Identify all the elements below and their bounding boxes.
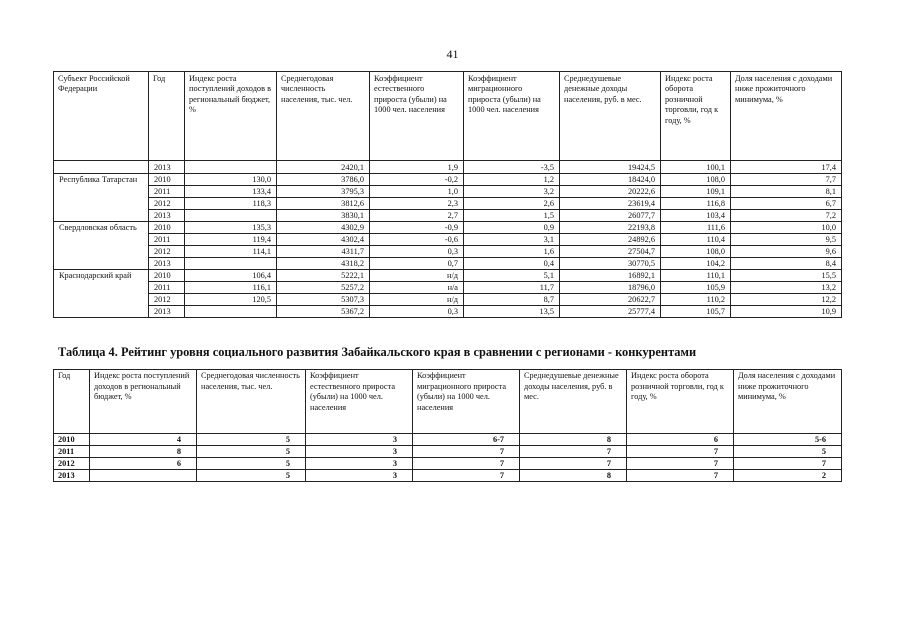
- value-cell: 110,2: [661, 294, 731, 306]
- value-cell: 133,4: [185, 186, 277, 198]
- value-cell: 4318,2: [277, 258, 370, 270]
- rank-cell: 8: [520, 434, 627, 446]
- header-migration-growth: Коэффициент миграционного прироста (убыли) на 1000 чел. населения: [464, 72, 560, 161]
- value-cell: 1,2: [464, 174, 560, 186]
- value-cell: [185, 161, 277, 174]
- table-row: [54, 258, 842, 270]
- value-cell: [185, 306, 277, 318]
- value-cell: 120,5: [185, 294, 277, 306]
- value-cell: 2,3: [370, 198, 464, 210]
- value-cell: 3830,1: [277, 210, 370, 222]
- value-cell: 7,2: [731, 210, 842, 222]
- value-cell: 22193,8: [560, 222, 661, 234]
- table-4-title: Таблица 4. Рейтинг уровня социального развития Забайкальского края в сравнении с регионами - конкурентами: [58, 345, 697, 359]
- regional-comparison-table: [53, 71, 842, 318]
- value-cell: [185, 210, 277, 222]
- value-cell: 108,0: [661, 174, 731, 186]
- table-row: [54, 434, 842, 446]
- rank-cell: 5: [197, 470, 306, 482]
- header-budget-revenue-index: Индекс роста поступлений доходов в региональный бюджет, %: [185, 72, 277, 161]
- table-row: [54, 210, 842, 222]
- header-population: Среднегодовая численность населения, тыс. чел.: [277, 72, 370, 161]
- rank-cell: 4: [90, 434, 197, 446]
- value-cell: 8,1: [731, 186, 842, 198]
- rank-cell: 7: [627, 446, 734, 458]
- value-cell: 16892,1: [560, 270, 661, 282]
- header-retail-index: Индекс роста оборота розничной торговли, год к году, %: [661, 72, 731, 161]
- region-cell: Республика Татарстан: [54, 174, 149, 222]
- rank-cell: 8: [90, 446, 197, 458]
- value-cell: 6,7: [731, 198, 842, 210]
- header-natural-growth: Коэффициент естественного прироста (убыли) на 1000 чел. населения: [306, 370, 413, 434]
- table-row: [54, 161, 842, 174]
- value-cell: 13,2: [731, 282, 842, 294]
- rank-cell: 7: [413, 458, 520, 470]
- value-cell: 108,0: [661, 246, 731, 258]
- header-migration-growth: Коэффициент миграционного прироста (убыли) на 1000 чел. населения: [413, 370, 520, 434]
- value-cell: 2420,1: [277, 161, 370, 174]
- value-cell: 8,4: [731, 258, 842, 270]
- value-cell: 111,6: [661, 222, 731, 234]
- value-cell: 110,1: [661, 270, 731, 282]
- rank-cell: 3: [306, 458, 413, 470]
- value-cell: 23619,4: [560, 198, 661, 210]
- value-cell: н/д: [370, 270, 464, 282]
- value-cell: 1,9: [370, 161, 464, 174]
- rank-cell: 3: [306, 446, 413, 458]
- rank-cell: [90, 470, 197, 482]
- table-header-row: [54, 72, 842, 161]
- header-per-capita-income: Среднедушевые денежные доходы населения, руб. в мес.: [560, 72, 661, 161]
- header-region: Субъект Российской Федерации: [54, 72, 149, 161]
- value-cell: 119,4: [185, 234, 277, 246]
- rank-cell: 6: [627, 434, 734, 446]
- value-cell: 0,3: [370, 306, 464, 318]
- year-cell: 2010: [149, 222, 185, 234]
- value-cell: 105,9: [661, 282, 731, 294]
- table-row: [54, 306, 842, 318]
- value-cell: 17,4: [731, 161, 842, 174]
- value-cell: 11,7: [464, 282, 560, 294]
- table-row: [54, 294, 842, 306]
- value-cell: [185, 258, 277, 270]
- value-cell: 5222,1: [277, 270, 370, 282]
- table-row: [54, 222, 842, 234]
- header-retail-index: Индекс роста оборота розничной торговли, год к году, %: [627, 370, 734, 434]
- value-cell: 27504,7: [560, 246, 661, 258]
- rank-cell: 5: [197, 458, 306, 470]
- value-cell: 3786,0: [277, 174, 370, 186]
- value-cell: 18796,0: [560, 282, 661, 294]
- value-cell: 7,7: [731, 174, 842, 186]
- table-row: [54, 282, 842, 294]
- value-cell: 12,2: [731, 294, 842, 306]
- header-below-minimum-share: Доля населения с доходами ниже прожиточного минимума, %: [731, 72, 842, 161]
- header-below-minimum-share: Доля населения с доходами ниже прожиточного минимума, %: [734, 370, 842, 434]
- value-cell: 4311,7: [277, 246, 370, 258]
- value-cell: 3,2: [464, 186, 560, 198]
- table-header-row: [54, 370, 842, 434]
- value-cell: 24892,6: [560, 234, 661, 246]
- value-cell: 19424,5: [560, 161, 661, 174]
- header-budget-revenue-index: Индекс роста поступлений доходов в региональный бюджет, %: [90, 370, 197, 434]
- table-row: [54, 446, 842, 458]
- value-cell: 105,7: [661, 306, 731, 318]
- value-cell: 109,1: [661, 186, 731, 198]
- rank-cell: 5-6: [734, 434, 842, 446]
- rank-cell: 7: [520, 458, 627, 470]
- year-cell: 2010: [149, 270, 185, 282]
- value-cell: 5367,2: [277, 306, 370, 318]
- value-cell: 3,1: [464, 234, 560, 246]
- value-cell: 104,2: [661, 258, 731, 270]
- year-cell: 2013: [149, 258, 185, 270]
- value-cell: 10,0: [731, 222, 842, 234]
- value-cell: 2,7: [370, 210, 464, 222]
- value-cell: 110,4: [661, 234, 731, 246]
- value-cell: 4302,9: [277, 222, 370, 234]
- year-cell: 2011: [149, 282, 185, 294]
- value-cell: 1,0: [370, 186, 464, 198]
- year-cell: 2010: [54, 434, 90, 446]
- value-cell: -0,9: [370, 222, 464, 234]
- year-cell: 2013: [149, 161, 185, 174]
- value-cell: н/а: [370, 282, 464, 294]
- header-population: Среднегодовая численность населения, тыс. чел.: [197, 370, 306, 434]
- year-cell: 2010: [149, 174, 185, 186]
- rank-cell: 6-7: [413, 434, 520, 446]
- table-row: [54, 174, 842, 186]
- rank-cell: 8: [520, 470, 627, 482]
- value-cell: 25777,4: [560, 306, 661, 318]
- value-cell: 1,6: [464, 246, 560, 258]
- value-cell: 4302,4: [277, 234, 370, 246]
- value-cell: 5307,3: [277, 294, 370, 306]
- value-cell: 30770,5: [560, 258, 661, 270]
- header-per-capita-income: Среднедушевые денежные доходы населения, руб. в мес.: [520, 370, 627, 434]
- year-cell: 2011: [149, 186, 185, 198]
- value-cell: 3795,3: [277, 186, 370, 198]
- rank-cell: 7: [520, 446, 627, 458]
- value-cell: н/д: [370, 294, 464, 306]
- table-row: [54, 458, 842, 470]
- rank-cell: 5: [197, 446, 306, 458]
- value-cell: 8,7: [464, 294, 560, 306]
- value-cell: -0,2: [370, 174, 464, 186]
- header-natural-growth: Коэффициент естественного прироста (убыли) на 1000 чел. населения: [370, 72, 464, 161]
- value-cell: 9,5: [731, 234, 842, 246]
- social-development-rating-table: [53, 369, 842, 482]
- year-cell: 2012: [149, 198, 185, 210]
- value-cell: 0,9: [464, 222, 560, 234]
- year-cell: 2012: [149, 294, 185, 306]
- value-cell: 5257,2: [277, 282, 370, 294]
- value-cell: 118,3: [185, 198, 277, 210]
- rank-cell: 3: [306, 470, 413, 482]
- value-cell: 135,3: [185, 222, 277, 234]
- rank-cell: 7: [413, 446, 520, 458]
- value-cell: 103,4: [661, 210, 731, 222]
- value-cell: 26077,7: [560, 210, 661, 222]
- region-cell: Краснодарский край: [54, 270, 149, 318]
- year-cell: 2012: [149, 246, 185, 258]
- rank-cell: 7: [734, 458, 842, 470]
- value-cell: 2,6: [464, 198, 560, 210]
- header-year: Год: [149, 72, 185, 161]
- table-row: [54, 270, 842, 282]
- rank-cell: 3: [306, 434, 413, 446]
- value-cell: -3,5: [464, 161, 560, 174]
- year-cell: 2012: [54, 458, 90, 470]
- region-cell: [54, 161, 149, 174]
- value-cell: 116,8: [661, 198, 731, 210]
- value-cell: 9,6: [731, 246, 842, 258]
- value-cell: 100,1: [661, 161, 731, 174]
- value-cell: 130,0: [185, 174, 277, 186]
- value-cell: -0,6: [370, 234, 464, 246]
- table-row: [54, 470, 842, 482]
- rank-cell: 5: [197, 434, 306, 446]
- value-cell: 5,1: [464, 270, 560, 282]
- value-cell: 114,1: [185, 246, 277, 258]
- year-cell: 2011: [149, 234, 185, 246]
- value-cell: 18424,0: [560, 174, 661, 186]
- region-cell: Свердловская область: [54, 222, 149, 270]
- rank-cell: 5: [734, 446, 842, 458]
- year-cell: 2013: [149, 306, 185, 318]
- value-cell: 106,4: [185, 270, 277, 282]
- page-number: 41: [446, 47, 459, 61]
- year-cell: 2013: [149, 210, 185, 222]
- value-cell: 20222,6: [560, 186, 661, 198]
- value-cell: 3812,6: [277, 198, 370, 210]
- rank-cell: 7: [627, 458, 734, 470]
- table-row: [54, 246, 842, 258]
- value-cell: 0,3: [370, 246, 464, 258]
- year-cell: 2013: [54, 470, 90, 482]
- rank-cell: 7: [627, 470, 734, 482]
- rank-cell: 2: [734, 470, 842, 482]
- value-cell: 1,5: [464, 210, 560, 222]
- value-cell: 116,1: [185, 282, 277, 294]
- value-cell: 0,7: [370, 258, 464, 270]
- value-cell: 15,5: [731, 270, 842, 282]
- table-row: [54, 186, 842, 198]
- table-row: [54, 234, 842, 246]
- header-year: Год: [54, 370, 90, 434]
- rank-cell: 6: [90, 458, 197, 470]
- rank-cell: 7: [413, 470, 520, 482]
- value-cell: 13,5: [464, 306, 560, 318]
- table-row: [54, 198, 842, 210]
- year-cell: 2011: [54, 446, 90, 458]
- value-cell: 0,4: [464, 258, 560, 270]
- value-cell: 10,9: [731, 306, 842, 318]
- value-cell: 20622,7: [560, 294, 661, 306]
